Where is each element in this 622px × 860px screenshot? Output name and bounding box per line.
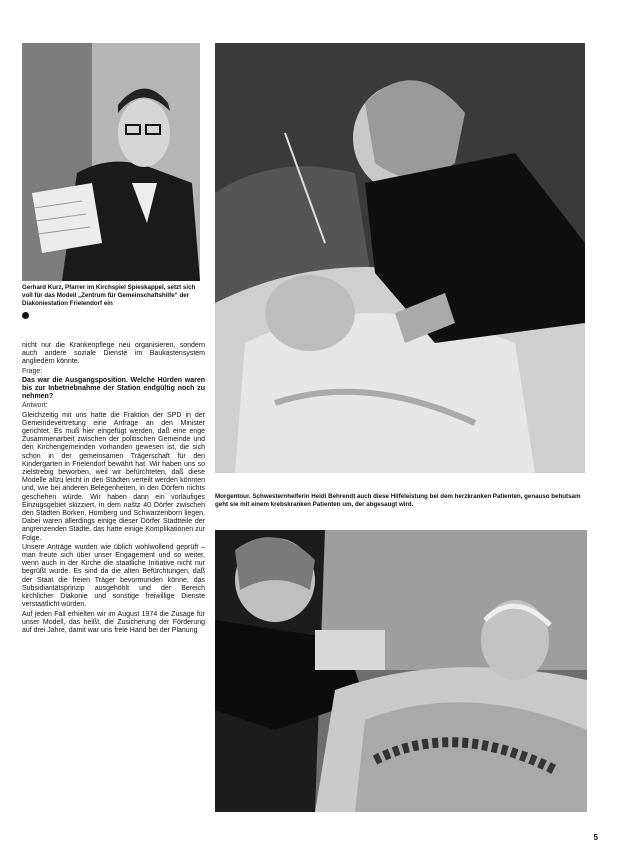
right-top-photo-caption: Morgentour. Schwesternhelferin Heidi Behrendt auch diese Hilfeleistung bei dem herzkranken Patienten, genauso behutsam geht sie mit einem krebskranken Patienten um, der abgesaugt wird. (215, 493, 581, 509)
answer-paragraph-1: Gleichzeitig mit uns hatte die Fraktion der SPD in der Gemeindevertretung eine Anfrage an den Minister gerichtet. Es muß hier eingefügt werden, daß eine enge Zusammenarbeit zwischen der politischen Gemeinde und den Kirchengemeinden vorhanden gewesen ist, die sich schon in der gemeinsamen Trägerschaft für den Kindergarten in Frielendorf bewährt hat. Wir haben uns so zielstrebig beworben, weil wir befürchteten, daß diese Modelle allzu leicht in den Städten verteilt werden könnten und, wie bei anderen Belegenheiten, in den Dörfern nichts geschehen würde. Wir haben dann ein vorläufiges Einzugsgebiet skizziert, in dem naštz 40 Dörfer zwischen den Städten Borken, Homberg und Schwarzenborn liegen. Dabei waren allerdings einige dieser Dörfer Stadtteile der angrenzenden Städte, das hatte einige Komplikationen zur Folge. (22, 411, 205, 542)
bullet-icon (22, 312, 29, 319)
left-photo-caption: Gerhard Kurz, Pfarrer im Kirchspiel Spieskappel, setzt sich voll für das Modell „Zentrum für Gemeinschaftshilfe“ der Diakoniestation Frielendorf ein (22, 284, 196, 308)
answer-label: Antwort: (22, 402, 48, 410)
article-intro: nicht nur die Krankenpflege neu organisieren, sondern auch andere soziale Dienste im Baukastensystem angliedern könnte. (22, 342, 205, 366)
answer-paragraph-2: Unsere Anträge wurden wie üblich wohlwollend geprüft – man freute sich über unser Engagement und so weiter, wenn auch in der Kirche die staatliche Initiative nicht nur begrüßt wurde. Es sind da die alten Befürchtungen, daß der Staat die freien Träger bevormunden könne, das Subsidiaritätsprinzip ausgehöhlt und der Bereich kirchlicher Diakonie und sonstige freiwillige Dienste verstaatlicht würden. (22, 543, 205, 609)
answer-paragraph-3: Auf jeden Fall erhielten wir im August 1974 die Zusage für unser Modell, das heißt, die Zusicherung der Förderung auf drei Jahre, damit war uns freie Hand bei der Planung (22, 610, 205, 634)
photo-pastor-portrait (22, 43, 200, 281)
article-column (22, 342, 205, 636)
photo-nurse-patient-top (215, 43, 585, 473)
page-number: 5 (593, 833, 598, 842)
photo-nurse-patient-bottom (215, 530, 587, 812)
question-text: Das war die Ausgangsposition. Welche Hürden waren bis zur Inbetriebnahme der Station endgültig noch zu nehmen? (22, 376, 205, 401)
question-label: Frage: (22, 367, 43, 375)
